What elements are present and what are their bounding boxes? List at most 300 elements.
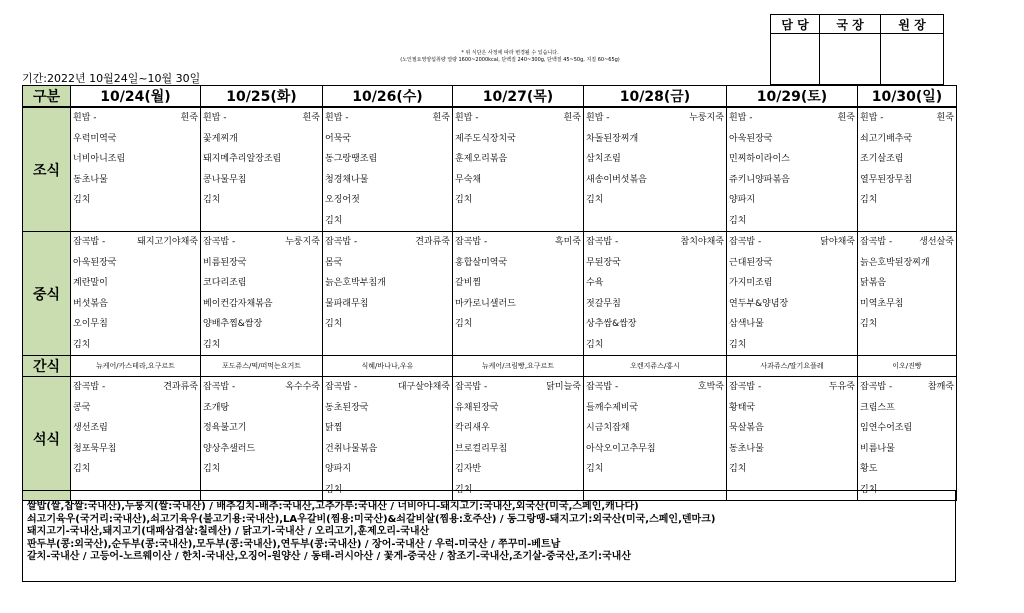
dish-name: 근대된장국 — [729, 257, 773, 268]
rice-type: 잡곡밥 - — [586, 382, 619, 392]
menu-item — [453, 294, 583, 315]
menu-item — [71, 294, 200, 315]
dish-name: 양상추샐러드 — [203, 443, 256, 454]
snack-cell: 이오/진빵 — [858, 356, 957, 377]
dish-name: 가지미조림 — [729, 278, 773, 288]
day-header: 10/28(금) — [584, 86, 727, 108]
snack-cell: 식혜/바나나,우유 — [323, 356, 453, 377]
menu-item — [858, 232, 956, 253]
meal-label-lunch: 중식 — [23, 232, 71, 356]
dish-name: 양파지 — [325, 464, 352, 474]
menu-item — [71, 108, 200, 129]
menu-item — [858, 398, 956, 419]
menu-item — [201, 294, 322, 315]
dish-name: 김치 — [325, 319, 343, 329]
menu-item — [453, 108, 583, 129]
menu-cell — [201, 107, 323, 232]
dish-name: 훈제오리볶음 — [455, 154, 508, 164]
menu-item — [323, 377, 452, 398]
menu-cell — [71, 107, 201, 232]
dish-name: 비름나물 — [860, 443, 895, 454]
menu-item — [71, 335, 200, 356]
dish-name: 콩국 — [73, 402, 91, 413]
menu-item — [727, 211, 857, 232]
dinner-row — [23, 377, 957, 501]
corner-label: 구분 — [23, 86, 71, 108]
approval-header-director: 국 장 — [820, 15, 881, 34]
menu-item — [584, 398, 726, 419]
menu-item — [201, 170, 322, 191]
dish-name: 늙은호박부침개 — [325, 278, 386, 288]
rice-type: 흰밥 - — [73, 113, 97, 123]
dish-name: 양파지 — [729, 195, 756, 205]
dish-name: 마카로니샐러드 — [455, 298, 516, 309]
dish-name: 김치 — [73, 195, 91, 205]
menu-item — [584, 314, 726, 335]
dish-name: 김치 — [586, 195, 604, 205]
day-header: 10/26(수) — [323, 86, 453, 108]
dish-name: 아욱된장국 — [73, 257, 117, 268]
dish-name: 청포묵무침 — [73, 443, 117, 454]
origin-line: 갈치-국내산 / 고등어-노르웨이산 / 한치-국내산,오징어-원양산 / 동태-러시아산 / 꽃게-중국산 / 참조기-국내산,조기살-중국산,조기:국내산 — [27, 551, 631, 563]
day-header: 10/27(목) — [453, 86, 584, 108]
porridge-type: 흰죽 — [302, 113, 320, 123]
porridge-type: 닭야채죽 — [820, 237, 855, 247]
menu-cell — [71, 377, 201, 501]
dish-name: 오징어젓 — [325, 195, 360, 205]
weekly-menu-table — [22, 85, 957, 501]
rice-type: 잡곡밥 - — [586, 237, 619, 247]
dish-name: 김치 — [203, 195, 221, 205]
dish-name: 쇠고기배추국 — [860, 133, 913, 144]
dish-name: 김치 — [729, 339, 747, 350]
rice-type: 잡곡밥 - — [729, 382, 762, 392]
dish-name: 김치 — [325, 484, 343, 495]
rice-type: 잡곡밥 - — [73, 237, 106, 247]
menu-item — [453, 129, 583, 150]
porridge-type: 생선살죽 — [919, 237, 954, 247]
porridge-type: 참깨죽 — [927, 382, 954, 392]
dish-name: 제주도식장치국 — [455, 133, 516, 144]
menu-item — [201, 439, 322, 460]
menu-item — [584, 418, 726, 439]
menu-item — [201, 273, 322, 294]
origin-notice — [22, 490, 956, 582]
menu-item — [727, 232, 857, 253]
porridge-type: 누룽지죽 — [689, 113, 724, 123]
menu-item — [453, 273, 583, 294]
dish-name: 김치 — [73, 339, 91, 350]
menu-item — [323, 439, 452, 460]
menu-item — [453, 459, 583, 480]
menu-item — [201, 211, 322, 232]
dish-name: 청경채나물 — [325, 174, 369, 185]
dish-name: 들깨수제비국 — [586, 402, 639, 413]
porridge-type: 흰죽 — [563, 113, 581, 123]
dish-name: 브로컬리무침 — [455, 443, 508, 454]
menu-item — [584, 108, 726, 129]
menu-item — [71, 459, 200, 480]
dish-name: 너비아니조림 — [73, 154, 126, 164]
menu-item — [323, 418, 452, 439]
menu-item — [727, 190, 857, 211]
porridge-type: 닭미늘죽 — [546, 382, 581, 392]
porridge-type: 견과류죽 — [415, 237, 450, 247]
menu-item — [201, 418, 322, 439]
menu-item — [727, 377, 857, 398]
dish-name: 오이무침 — [73, 319, 108, 329]
dish-name: 유채된장국 — [455, 402, 499, 413]
meal-label-breakfast: 조식 — [23, 107, 71, 232]
lunch-row — [23, 232, 957, 356]
porridge-type: 누룽지죽 — [285, 237, 320, 247]
menu-item — [858, 314, 956, 335]
dish-name: 미역초무침 — [860, 298, 904, 309]
menu-item — [323, 129, 452, 150]
menu-item — [71, 418, 200, 439]
dish-name: 동초나물 — [73, 174, 108, 185]
porridge-type: 흑미죽 — [554, 237, 581, 247]
porridge-type: 옥수수죽 — [285, 382, 320, 392]
rice-type: 잡곡밥 - — [729, 237, 762, 247]
dish-name: 묵살볶음 — [729, 423, 764, 433]
origin-line: 돼지고기-국내산,돼지고기(대패삼겹살:칠레산) / 닭고기-국내산 / 오리고기,훈제오리-국내산 — [27, 526, 430, 538]
menu-item — [71, 129, 200, 150]
dish-name: 김치 — [325, 215, 343, 226]
menu-item — [858, 211, 956, 232]
dish-name: 비름된장국 — [203, 257, 247, 268]
dish-name: 김치 — [729, 215, 747, 226]
dish-name: 새송이버섯볶음 — [586, 174, 647, 185]
notice-line-1: * 위 식단은 사정에 따라 변경될 수 있습니다. — [461, 50, 559, 56]
menu-item — [584, 211, 726, 232]
breakfast-row — [23, 107, 957, 232]
dish-name: 정육불고기 — [203, 423, 247, 433]
dish-name: 갈비찜 — [455, 278, 482, 288]
menu-item — [71, 232, 200, 253]
dish-name: 우럭미역국 — [73, 133, 117, 144]
menu-item — [453, 232, 583, 253]
porridge-type: 흰죽 — [936, 113, 954, 123]
dish-name: 김치 — [586, 464, 604, 474]
rice-type: 흰밥 - — [729, 113, 753, 123]
dish-name: 건취나물볶음 — [325, 443, 378, 454]
menu-item — [201, 253, 322, 274]
menu-cell — [584, 107, 727, 232]
porridge-type: 견과류죽 — [163, 382, 198, 392]
dish-name: 쥬키니양파볶음 — [729, 174, 790, 185]
rice-type: 잡곡밥 - — [860, 382, 893, 392]
dish-name: 꽃게찌개 — [203, 133, 238, 144]
origin-line: 쌀밥(쌀,찹쌀:국내산),누룽지(쌀:국내산) / 배추김치-배추:국내산,고추가루:국내산 / 너비아니-돼지고기:국내산,외국산(미국,스페인,캐나다) — [27, 501, 639, 512]
menu-item — [727, 314, 857, 335]
dish-name: 시금치잡채 — [586, 423, 630, 433]
meal-label-dinner: 석식 — [23, 377, 71, 501]
menu-item — [453, 439, 583, 460]
dish-name: 황도 — [860, 464, 878, 474]
menu-cell — [727, 107, 858, 232]
menu-item — [858, 149, 956, 170]
dish-name: 조개탕 — [203, 402, 230, 413]
menu-item — [453, 398, 583, 419]
menu-item — [584, 294, 726, 315]
menu-cell — [727, 377, 858, 501]
dish-name: 닭찜 — [325, 423, 343, 433]
menu-item — [453, 211, 583, 232]
rice-type: 잡곡밥 - — [455, 237, 488, 247]
dish-name: 황태국 — [729, 402, 756, 413]
menu-cell — [323, 232, 453, 356]
menu-cell — [858, 377, 957, 501]
menu-cell — [71, 232, 201, 356]
menu-item — [201, 108, 322, 129]
menu-item — [453, 149, 583, 170]
dish-name: 김치 — [455, 195, 473, 205]
day-header: 10/29(토) — [727, 86, 858, 108]
dish-name: 김치 — [860, 195, 878, 205]
menu-item — [71, 398, 200, 419]
menu-item — [323, 294, 452, 315]
menu-item — [71, 149, 200, 170]
menu-item — [858, 108, 956, 129]
menu-item — [584, 377, 726, 398]
dish-name: 김치 — [860, 484, 878, 495]
menu-item — [584, 253, 726, 274]
menu-item — [323, 211, 452, 232]
menu-item — [727, 253, 857, 274]
dish-name: 젓갈무침 — [586, 298, 621, 309]
menu-item — [727, 273, 857, 294]
menu-item — [453, 418, 583, 439]
approval-sign-head — [881, 34, 944, 85]
dish-name: 어묵국 — [325, 133, 352, 144]
dish-name: 김치 — [203, 464, 221, 474]
approval-header-head: 원 장 — [881, 15, 944, 34]
porridge-type: 호박죽 — [697, 382, 724, 392]
menu-item — [858, 190, 956, 211]
menu-item — [727, 108, 857, 129]
dish-name: 생선조림 — [73, 423, 108, 433]
dish-name: 아삭오이고추무침 — [586, 443, 656, 454]
menu-cell — [858, 232, 957, 356]
menu-item — [858, 459, 956, 480]
menu-item — [201, 314, 322, 335]
menu-period: 기간:2022년 10월24일~10월 30일 — [22, 72, 201, 85]
menu-cell — [727, 232, 858, 356]
approval-sign-director — [820, 34, 881, 85]
dish-name: 김치 — [860, 319, 878, 329]
dish-name: 조기살조림 — [860, 154, 904, 164]
menu-item — [858, 418, 956, 439]
menu-item — [323, 190, 452, 211]
menu-item — [323, 398, 452, 419]
rice-type: 잡곡밥 - — [860, 237, 893, 247]
dish-name: 물파래무침 — [325, 298, 369, 309]
dish-name: 김치 — [203, 339, 221, 350]
snack-cell: 사과쥬스/딸기요플레 — [727, 356, 858, 377]
dish-name: 아욱된장국 — [729, 133, 773, 144]
porridge-type: 흰죽 — [180, 113, 198, 123]
menu-item — [453, 253, 583, 274]
dish-name: 늙은호박된장찌개 — [860, 257, 930, 268]
porridge-type: 돼지고기야채죽 — [137, 237, 198, 247]
menu-item — [323, 232, 452, 253]
menu-item — [584, 190, 726, 211]
dish-name: 민찌하이라이스 — [729, 154, 790, 164]
menu-cell — [323, 377, 453, 501]
menu-item — [727, 149, 857, 170]
menu-item — [71, 377, 200, 398]
dish-name: 김자반 — [455, 464, 482, 474]
dish-name: 양배추찜&쌈장 — [203, 319, 263, 329]
menu-item — [584, 129, 726, 150]
menu-item — [201, 129, 322, 150]
approval-header-staff: 담 당 — [771, 15, 820, 34]
menu-item — [727, 129, 857, 150]
snack-cell: 오렌지쥬스/홍시 — [584, 356, 727, 377]
menu-cell — [453, 232, 584, 356]
dish-name: 동그랑땡조림 — [325, 154, 378, 164]
menu-item — [584, 335, 726, 356]
menu-cell — [453, 377, 584, 501]
dish-name: 칵리새우 — [455, 423, 490, 433]
dish-name: 김치 — [455, 319, 473, 329]
rice-type: 흰밥 - — [203, 113, 227, 123]
approval-box — [770, 14, 944, 85]
dish-name: 코다리조림 — [203, 278, 247, 288]
dish-name: 계란말이 — [73, 278, 108, 288]
dish-name: 홍합살미역국 — [455, 257, 508, 268]
menu-item — [323, 170, 452, 191]
menu-item — [323, 149, 452, 170]
menu-item — [584, 459, 726, 480]
rice-type: 잡곡밥 - — [455, 382, 488, 392]
dish-name: 콩나물무침 — [203, 174, 247, 185]
day-header: 10/25(화) — [201, 86, 323, 108]
menu-item — [453, 170, 583, 191]
dish-name: 김치 — [729, 464, 747, 474]
dish-name: 무숙채 — [455, 174, 482, 185]
menu-item — [323, 108, 452, 129]
notice-line-2: (노인필요영양섭취량 열량 1600~2000kcal, 단백질 240~300g, 단백질 45~50g, 지질 60~65g) — [400, 57, 620, 63]
dish-name: 크림스프 — [860, 402, 895, 413]
dish-name: 무된장국 — [586, 257, 621, 268]
rice-type: 흰밥 - — [325, 113, 349, 123]
dish-name: 김치 — [73, 464, 91, 474]
menu-cell — [201, 232, 323, 356]
origin-line: 판두부(콩:외국산),순두부(콩:국내산),모두부(콩:국내산),연두부(콩:국내산) / 장어-국내산 / 우럭-미국산 / 쭈꾸미-베트남 — [27, 538, 561, 550]
menu-item — [201, 232, 322, 253]
menu-item — [858, 170, 956, 191]
menu-item — [201, 149, 322, 170]
menu-cell — [858, 107, 957, 232]
menu-item — [858, 129, 956, 150]
dish-name: 임연수어조림 — [860, 423, 913, 433]
menu-item — [584, 439, 726, 460]
menu-item — [323, 459, 452, 480]
porridge-type: 참치야채죽 — [680, 237, 724, 247]
dish-name: 삼색나물 — [729, 319, 764, 329]
menu-item — [584, 149, 726, 170]
dish-name: 삼치조림 — [586, 154, 621, 164]
menu-item — [201, 398, 322, 419]
rice-type: 잡곡밥 - — [203, 237, 236, 247]
menu-item — [453, 335, 583, 356]
menu-item — [71, 439, 200, 460]
menu-item — [71, 314, 200, 335]
porridge-type: 흰죽 — [432, 113, 450, 123]
snack-row — [23, 356, 957, 377]
porridge-type: 대구살야채죽 — [397, 382, 450, 392]
dish-name: 김치 — [586, 339, 604, 350]
menu-item — [323, 273, 452, 294]
dish-name: 닭볶음 — [860, 278, 887, 288]
menu-item — [453, 314, 583, 335]
rice-type: 잡곡밥 - — [203, 382, 236, 392]
menu-item — [584, 273, 726, 294]
menu-item — [858, 439, 956, 460]
dish-name: 몸국 — [325, 257, 343, 268]
dish-name: 버섯볶음 — [73, 298, 108, 309]
dish-name: 동초된장국 — [325, 402, 369, 413]
dish-name: 돼지메추리알장조림 — [203, 154, 282, 164]
snack-cell: 포도쥬스/떡/떠먹는요거트 — [201, 356, 323, 377]
menu-item — [584, 170, 726, 191]
menu-notice — [310, 50, 710, 64]
dish-name: 수육 — [586, 278, 604, 288]
menu-item — [71, 211, 200, 232]
menu-item — [727, 294, 857, 315]
dish-name: 베이컨감자채볶음 — [203, 298, 273, 309]
rice-type: 흰밥 - — [860, 113, 884, 123]
menu-item — [727, 439, 857, 460]
menu-item — [858, 335, 956, 356]
menu-item — [323, 314, 452, 335]
rice-type: 잡곡밥 - — [325, 382, 358, 392]
menu-item — [727, 459, 857, 480]
rice-type: 흰밥 - — [586, 113, 610, 123]
rice-type: 잡곡밥 - — [73, 382, 106, 392]
menu-item — [453, 190, 583, 211]
snack-cell: 뉴케어/크림빵,요구르트 — [453, 356, 584, 377]
menu-item — [727, 418, 857, 439]
rice-type: 잡곡밥 - — [325, 237, 358, 247]
menu-item — [858, 273, 956, 294]
menu-item — [71, 170, 200, 191]
approval-sign-staff — [771, 34, 820, 85]
menu-item — [71, 273, 200, 294]
menu-cell — [323, 107, 453, 232]
menu-item — [453, 377, 583, 398]
day-header: 10/24(월) — [71, 86, 201, 108]
origin-line: 쇠고기육우(국거리:국내산),쇠고기육우(불고기용:국내산),LA우갈비(찜용:미국산)&쇠갈비살(찜용:호주산) / 동그랑땡-돼지고기:외국산(미국,스페인,덴마크) — [27, 513, 716, 525]
menu-item — [727, 170, 857, 191]
menu-item — [323, 253, 452, 274]
meal-label-snack: 간식 — [23, 356, 71, 377]
menu-cell — [584, 377, 727, 501]
dish-name: 열무된장무침 — [860, 174, 913, 185]
dish-name: 동초나물 — [729, 443, 764, 454]
day-header: 10/30(일) — [858, 86, 957, 108]
dish-name: 상추쌈&쌈장 — [586, 319, 637, 329]
menu-item — [727, 335, 857, 356]
menu-item — [201, 377, 322, 398]
snack-cell: 뉴케어/카스테라,요구르트 — [71, 356, 201, 377]
menu-item — [71, 190, 200, 211]
menu-item — [727, 398, 857, 419]
menu-item — [201, 335, 322, 356]
porridge-type: 두유죽 — [828, 382, 855, 392]
